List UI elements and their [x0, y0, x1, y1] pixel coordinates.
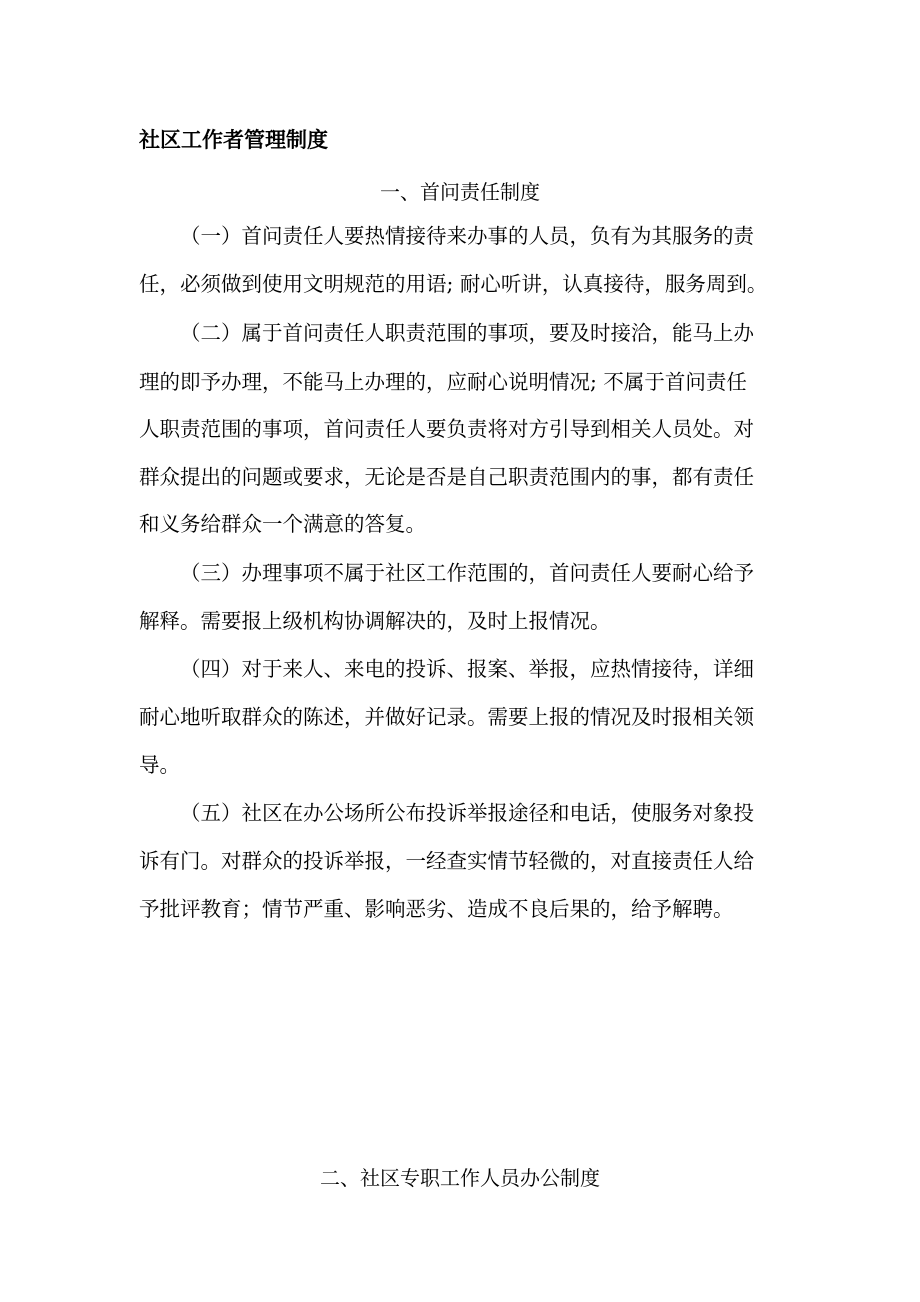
- paragraph-5-line-1: （五）社区在办公场所公布投诉举报途径和电话，使服务对象投: [180, 801, 754, 825]
- paragraph-4-line-1: （四）对于来人、来电的投诉、报案、举报，应热情接待，详细: [180, 657, 754, 681]
- section-heading-2: 二、社区专职工作人员办公制度: [320, 1166, 600, 1190]
- paragraph-2-line-1: （二）属于首问责任人职责范围的事项，要及时接洽，能马上办: [180, 321, 754, 345]
- paragraph-1-line-1: （一）首问责任人要热情接待来办事的人员，负有为其服务的责: [180, 224, 754, 248]
- document-title: 社区工作者管理制度: [139, 128, 328, 152]
- paragraph-3-line-1: （三）办理事项不属于社区工作范围的，首问责任人要耐心给予: [180, 561, 754, 585]
- paragraph-2-line-4: 群众提出的问题或要求，无论是否是自己职责范围内的事，都有责任: [139, 465, 754, 489]
- section-heading-1: 一、首问责任制度: [380, 180, 540, 204]
- paragraph-4-line-2: 耐心地听取群众的陈述，并做好记录。需要上报的情况及时报相关领: [139, 705, 754, 729]
- paragraph-1-line-2: 任，必须做到使用文明规范的用语; 耐心听讲，认真接待，服务周到。: [139, 272, 768, 296]
- paragraph-4-line-3: 导。: [139, 753, 180, 777]
- paragraph-3-line-2: 解释。需要报上级机构协调解决的，及时上报情况。: [139, 609, 611, 633]
- paragraph-2-line-3: 人职责范围的事项，首问责任人要负责将对方引导到相关人员处。对: [139, 417, 754, 441]
- paragraph-2-line-2: 理的即予办理，不能马上办理的，应耐心说明情况; 不属于首问责任: [139, 370, 747, 394]
- paragraph-2-line-5: 和义务给群众一个满意的答复。: [139, 512, 426, 536]
- paragraph-5-line-3: 予批评教育；情节严重、影响恶劣、造成不良后果的，给予解聘。: [139, 897, 734, 921]
- paragraph-5-line-2: 诉有门。对群众的投诉举报，一经查实情节轻微的，对直接责任人给: [139, 849, 754, 873]
